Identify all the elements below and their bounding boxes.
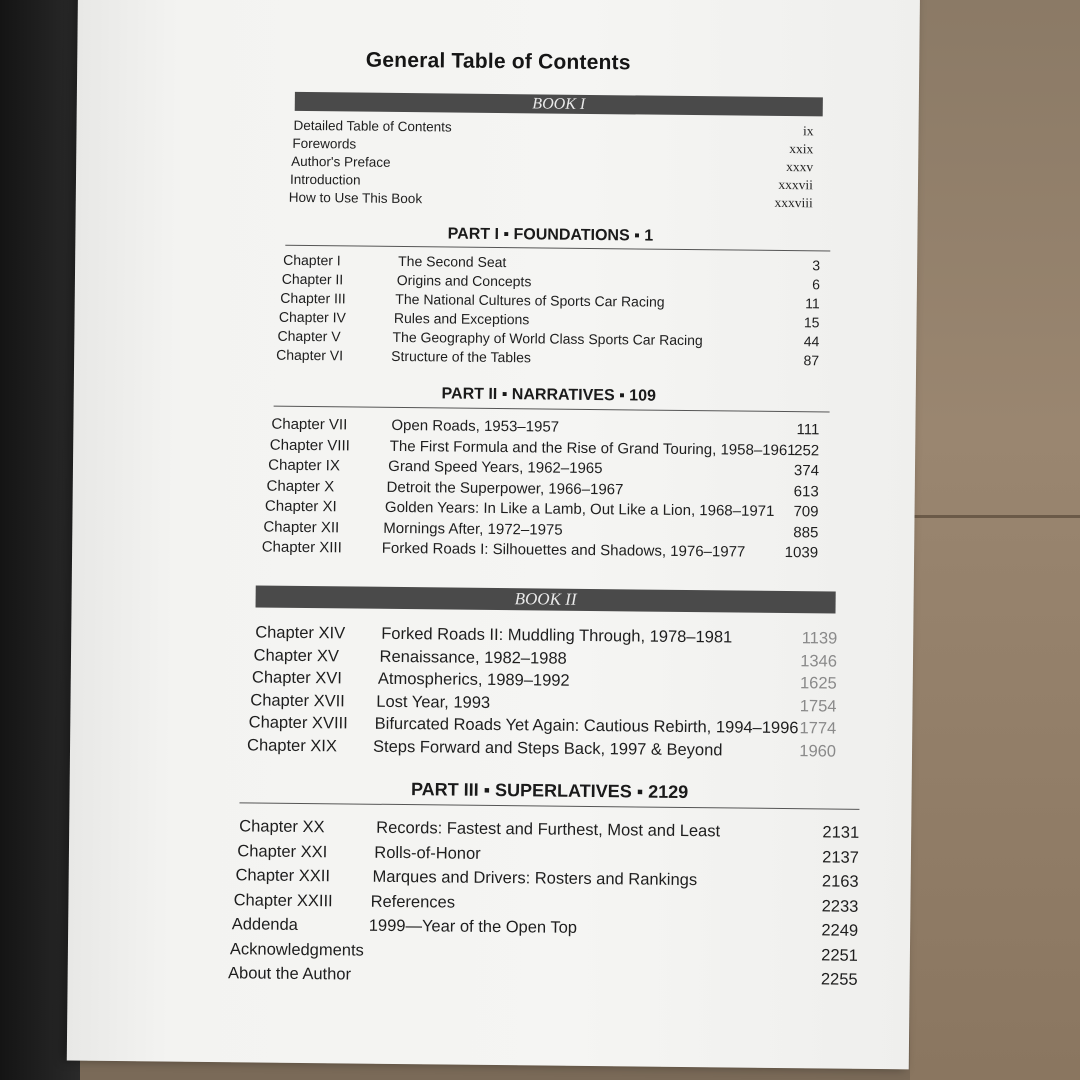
page-number: 11 xyxy=(805,295,820,312)
background-cardboard xyxy=(910,0,1080,1080)
toc-row xyxy=(230,940,858,967)
chapter-label: Chapter XII xyxy=(263,518,340,536)
page-number: 15 xyxy=(803,314,820,331)
chapter-label: Chapter IX xyxy=(268,456,341,475)
chapter-label: Chapter XXIII xyxy=(233,890,333,910)
page-number: 44 xyxy=(803,333,820,350)
chapter-label: Chapter III xyxy=(280,289,346,307)
chapter-label: Chapter XVI xyxy=(251,668,342,688)
chapter-label: Chapter XXI xyxy=(237,841,328,861)
toc-entry-label: Forewords xyxy=(292,135,357,152)
chapter-label: Chapter VIII xyxy=(269,436,350,454)
chapter-title: The National Cultures of Sports Car Racing xyxy=(395,290,665,310)
chapter-title: The Geography of World Class Sports Car Racing xyxy=(392,328,703,349)
page-number: 2249 xyxy=(821,921,859,940)
toc-row xyxy=(252,668,837,694)
part-two-heading: PART II ▪ NARRATIVES ▪ 109 xyxy=(441,385,657,405)
chapter-label: Chapter XXII xyxy=(235,866,331,886)
chapter-label: Chapter II xyxy=(281,270,344,288)
chapter-title: The Second Seat xyxy=(398,252,507,271)
page-number: 1039 xyxy=(784,544,819,562)
page-number: xxix xyxy=(789,141,814,157)
page-number: 252 xyxy=(794,441,820,459)
chapter-label: Chapter XIV xyxy=(255,623,346,643)
page-number: 2163 xyxy=(821,872,859,891)
chapter-title: Structure of the Tables xyxy=(391,347,532,366)
page-number: 1774 xyxy=(799,719,837,738)
chapter-title: Records: Fastest and Furthest, Most and Least xyxy=(376,818,721,841)
toc-row xyxy=(247,736,836,762)
part-one-heading: PART I ▪ FOUNDATIONS ▪ 1 xyxy=(447,225,654,245)
part-two-rule xyxy=(274,406,830,413)
toc-row xyxy=(276,347,819,373)
page-number: 1139 xyxy=(801,629,838,648)
toc-row xyxy=(237,842,859,869)
page-number: 709 xyxy=(793,503,819,521)
page-number: xxxv xyxy=(786,159,814,175)
chapter-label: Chapter XIII xyxy=(261,538,342,557)
page-number: 1346 xyxy=(800,651,838,671)
chapter-title: Lost Year, 1993 xyxy=(376,692,491,712)
chapter-label: Chapter V xyxy=(277,327,341,345)
toc-row xyxy=(249,713,837,739)
toc-row xyxy=(254,646,838,672)
page-number: 1625 xyxy=(799,674,837,693)
book-one-banner: BOOK I xyxy=(295,92,823,117)
chapter-title: Mornings After, 1972–1975 xyxy=(383,519,563,539)
chapter-label: Chapter XX xyxy=(239,817,325,837)
chapter-title: Golden Years: In Like a Lamb, Out Like a Lion, 1968–1971 xyxy=(384,498,775,520)
chapter-label: Chapter XIX xyxy=(246,735,338,755)
toc-row xyxy=(232,915,859,942)
page-number: 2131 xyxy=(822,823,860,842)
page-number: 111 xyxy=(796,421,820,439)
toc-row xyxy=(289,190,813,215)
toc-row xyxy=(239,817,859,843)
chapter-label: Chapter XVIII xyxy=(248,713,348,733)
toc-row xyxy=(255,623,837,649)
toc-entry-label: How to Use This Book xyxy=(288,189,423,207)
part-three-heading: PART III ▪ SUPERLATIVES ▪ 2129 xyxy=(410,779,689,803)
chapter-title: Atmospherics, 1989–1992 xyxy=(377,669,570,690)
page-number: 2233 xyxy=(821,896,859,916)
chapter-label: Chapter I xyxy=(283,251,341,269)
toc-entry-label: Introduction xyxy=(289,171,361,188)
page-number: ix xyxy=(802,123,814,139)
chapter-title: 1999—Year of the Open Top xyxy=(368,916,578,937)
toc-row xyxy=(234,891,859,918)
chapter-title: Rules and Exceptions xyxy=(393,309,530,328)
page-number: 3 xyxy=(812,257,821,274)
page-number: 6 xyxy=(812,276,821,293)
chapter-title: Detroit the Superpower, 1966–1967 xyxy=(386,478,624,498)
chapter-title: Forked Roads I: Silhouettes and Shadows, 1976–1977 xyxy=(381,539,746,561)
toc-row xyxy=(235,866,858,893)
chapter-title: Rolls-of-Honor xyxy=(374,843,481,863)
page-number: xxxviii xyxy=(774,194,813,211)
chapter-label: Chapter IV xyxy=(278,308,346,326)
chapter-title: Origins and Concepts xyxy=(396,271,532,290)
chapter-label: Chapter VI xyxy=(276,346,344,364)
page-title: General Table of Contents xyxy=(365,48,631,75)
toc-entry-label: Author's Preface xyxy=(291,153,391,170)
page-number: 1754 xyxy=(799,696,837,716)
chapter-title: Grand Speed Years, 1962–1965 xyxy=(388,457,603,478)
page-number: 613 xyxy=(793,482,819,500)
book-page xyxy=(67,0,920,1069)
chapter-label: Chapter VII xyxy=(271,415,348,434)
chapter-title: Open Roads, 1953–1957 xyxy=(391,416,560,436)
chapter-label: Addenda xyxy=(231,915,298,934)
page-number: 885 xyxy=(793,523,819,541)
page-number: 1960 xyxy=(799,741,837,761)
chapter-title: The First Formula and the Rise of Grand Touring, 1958–1961 xyxy=(389,437,796,459)
page-number: 2251 xyxy=(821,945,859,965)
page-number: 87 xyxy=(803,352,820,369)
chapter-label: Chapter XI xyxy=(264,497,337,516)
chapter-label: About the Author xyxy=(227,964,352,984)
chapter-title: Marques and Drivers: Rosters and Rankings xyxy=(372,867,698,890)
book-two-banner: BOOK II xyxy=(256,585,836,613)
page-number: xxxvii xyxy=(778,176,814,193)
chapter-label: Chapter XVII xyxy=(250,690,345,710)
chapter-label: Chapter X xyxy=(266,477,335,495)
toc-entry-label: Detailed Table of Contents xyxy=(293,117,452,135)
toc-row xyxy=(228,964,858,991)
chapter-title: Forked Roads II: Muddling Through, 1978–1981 xyxy=(381,624,733,647)
page-number: 2255 xyxy=(820,970,858,989)
chapter-title: References xyxy=(370,892,456,912)
toc-row xyxy=(250,691,836,717)
page-number: 2137 xyxy=(822,847,860,867)
chapter-title: Bifurcated Roads Yet Again: Cautious Rebirth, 1994–1996 xyxy=(374,714,799,738)
chapter-title: Renaissance, 1982–1988 xyxy=(379,647,567,668)
chapter-title: Steps Forward and Steps Back, 1997 & Beyond xyxy=(372,737,723,759)
page-number: 374 xyxy=(793,462,820,480)
chapter-label: Chapter XV xyxy=(253,645,340,665)
chapter-label: Acknowledgments xyxy=(229,939,364,960)
cardboard-seam xyxy=(910,515,1080,518)
